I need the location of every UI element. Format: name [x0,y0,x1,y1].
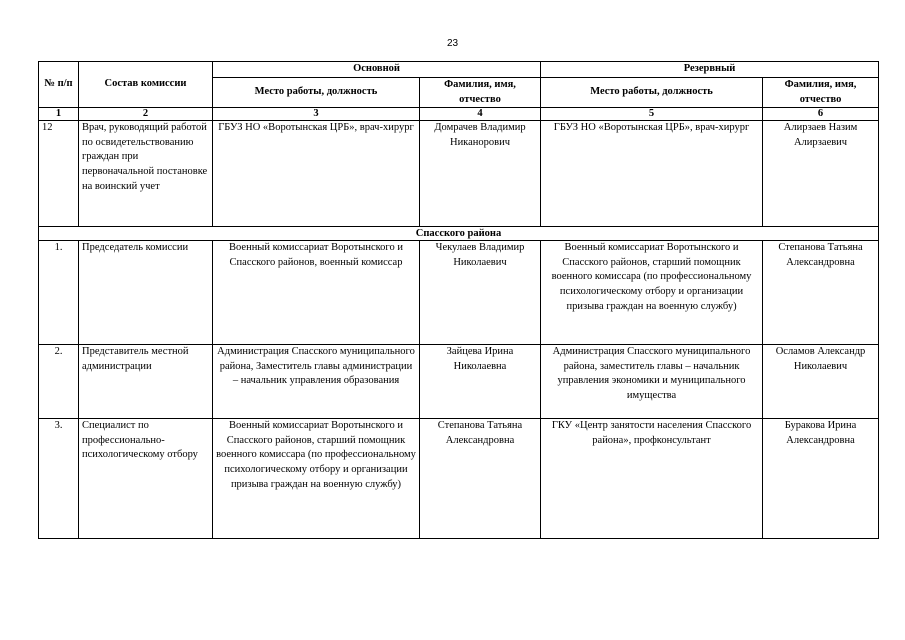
main-workplace: ГБУЗ НО «Воротынская ЦРБ», врач-хирург [213,121,420,227]
column-number: 4 [420,108,541,121]
header-reserve-group: Резервный [541,62,879,78]
reserve-fullname: Буракова Ирина Александровна [763,419,879,539]
row-number: 3. [39,419,79,539]
page-number: 23 [446,38,459,49]
reserve-fullname: Алирзаев Назим Алирзаевич [763,121,879,227]
main-fullname: Домрачев Владимир Никанорович [420,121,541,227]
reserve-workplace: ГБУЗ НО «Воротынская ЦРБ», врач-хирург [541,121,763,227]
header-composition: Состав комиссии [79,62,213,108]
header-num: № п/п [39,62,79,108]
commission-role: Председатель комиссии [79,241,213,345]
commission-role: Врач, руководящий работой по освидетельствованию граждан при первоначальной постановке на воинский учет [79,121,213,227]
reserve-workplace: Военный комиссариат Воротынского и Спасского районов, старший помощник военного комиссара (по профессиональному психологическому отбору и организации призыва граждан на военную службу) [541,241,763,345]
table-row [39,121,879,227]
section-header-row [39,227,879,241]
commission-role: Представитель местной администрации [79,345,213,419]
main-fullname: Чекулаев Владимир Николаевич [420,241,541,345]
column-number: 5 [541,108,763,121]
header-reserve-fullname: Фамилия, имя, отчество [763,78,879,108]
header-reserve-workplace: Место работы, должность [541,78,763,108]
column-number: 6 [763,108,879,121]
header-main-fullname: Фамилия, имя, отчество [420,78,541,108]
header-main-group: Основной [213,62,541,78]
main-workplace: Администрация Спасского муниципального района, Заместитель главы администрации – начальник управления образования [213,345,420,419]
table-row [39,345,879,419]
header-main-workplace: Место работы, должность [213,78,420,108]
main-workplace: Военный комиссариат Воротынского и Спасского районов, военный комиссар [213,241,420,345]
table-row [39,419,879,539]
column-number: 2 [79,108,213,121]
row-number: 2. [39,345,79,419]
column-number-row [39,108,879,121]
main-fullname: Зайцева Ирина Николаевна [420,345,541,419]
reserve-workplace: Администрация Спасского муниципального района, заместитель главы – начальник управления экономики и муниципального имущества [541,345,763,419]
section-title: Спасского района [39,227,879,241]
commission-table [38,61,879,539]
reserve-fullname: Степанова Татьяна Александровна [763,241,879,345]
main-workplace: Военный комиссариат Воротынского и Спасского районов, старший помощник военного комиссара (по профессиональному психологическому отбору и организации призыва граждан на военную службу) [213,419,420,539]
header-row-top [39,62,879,78]
reserve-workplace: ГКУ «Центр занятости населения Спасского района», профконсультант [541,419,763,539]
row-number: 1. [39,241,79,345]
column-number: 3 [213,108,420,121]
main-fullname: Степанова Татьяна Александровна [420,419,541,539]
reserve-fullname: Осламов Александр Николаевич [763,345,879,419]
column-number: 1 [39,108,79,121]
row-number: 12 [39,121,79,227]
table-row [39,241,879,345]
commission-role: Специалист по профессионально-психологическому отбору [79,419,213,539]
